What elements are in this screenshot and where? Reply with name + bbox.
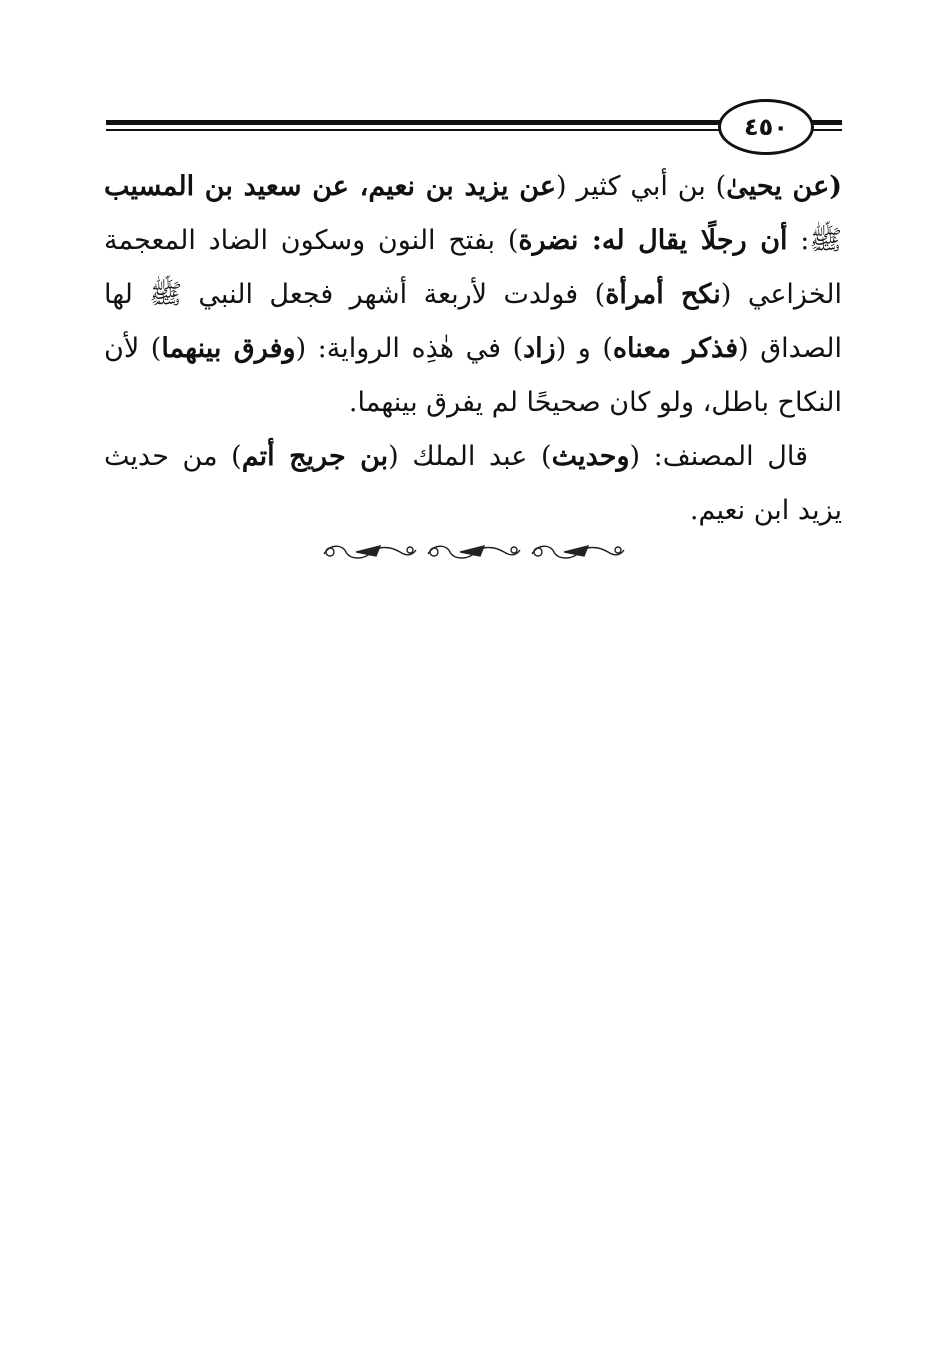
text-segment: عن يزيد بن نعيم، عن سعيد بن المسيب [104,171,556,202]
ornament-motif [324,546,416,558]
paragraph-1 [104,160,842,430]
text-segment: ) من حديث يزيد ابن نعيم. [104,441,842,526]
text-segment: وحديث [551,441,630,472]
text-segment: قال المصنف: ( [629,441,808,472]
ornament-motif [428,546,520,558]
text-segment: وفرق بينهما [161,333,296,364]
text-segment: (عن [781,171,842,202]
page-number-badge [718,99,814,155]
paragraph-2 [104,430,842,538]
text-segment: نكح أمرأة [605,279,721,310]
text-segment: ) فولدت لأربعة أشهر فجعل النبي ﷺ لها الصداق ( [104,279,842,364]
text-segment: ) عبد الملك ( [388,441,552,472]
text-segment: ) لأن النكاح باطل، ولو كان صحيحًا لم يفرق بينهما. [104,333,842,418]
ornamental-separator [316,534,626,568]
text-segment: ) و ( [555,333,613,364]
text-segment: ﷺ: [787,225,843,256]
text-segment: زاد [523,333,556,364]
text-segment: أن رجلًا يقال له: نضرة [518,225,788,256]
text-segment: ) بن أبي كثير ( [555,171,727,202]
text-segment: يحيىٰ [726,171,782,202]
body-text [104,160,842,538]
text-segment: بن جريج أتم [241,441,389,472]
page-number: ٤٥٠ [744,113,788,141]
text-segment: ) في هٰذِه الرواية: ( [295,333,524,364]
ornament-motif [532,546,624,558]
text-segment: ) بفتح النون وسكون الضاد المعجمة الخزاعي ( [104,225,842,310]
text-segment: فذكر معناه [612,333,739,364]
